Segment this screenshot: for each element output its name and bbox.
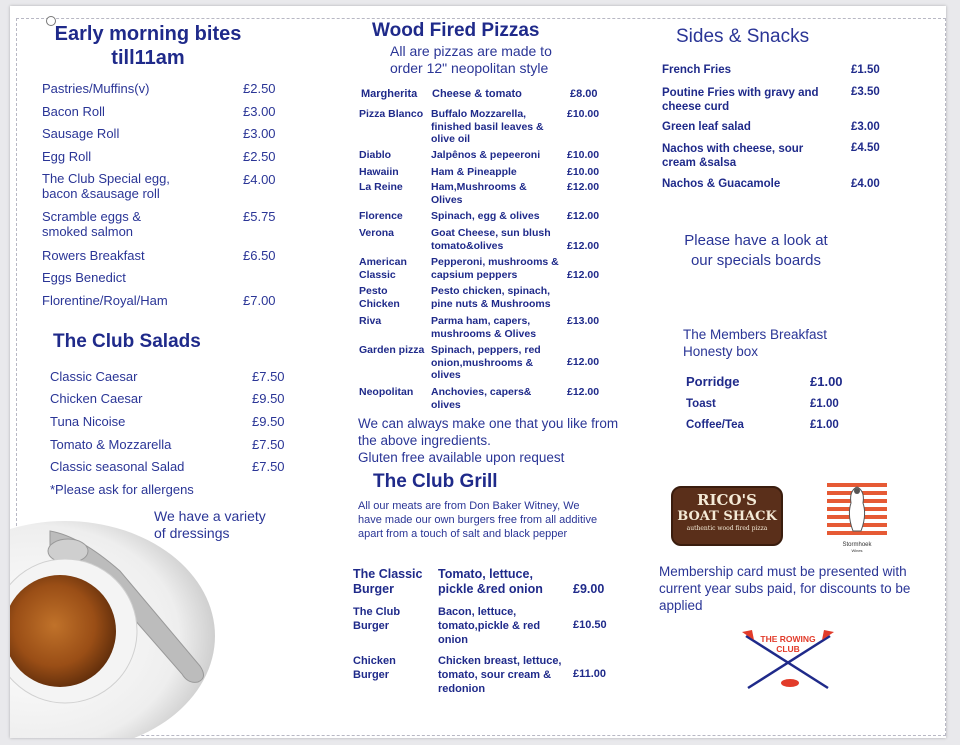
salad-item-name: Tuna Nicoise [50,414,126,429]
pizza-name: Pizza Blanco [359,108,424,120]
honesty-item-name: Porridge [686,374,740,389]
breakfast-item-price: £6.50 [243,248,276,263]
stormhoek-logo [827,481,887,553]
side-item-price: £3.50 [851,86,880,98]
breakfast-title-line1: Early morning bites [54,23,242,45]
salad-item-price: £7.50 [252,459,285,474]
ricos-boat-shack-logo [671,486,783,546]
grill-intro-line3: apart from a touch of salt and black pepper [358,528,568,540]
pizza-name: Hawaiin [359,166,399,178]
pizza-desc: Spinach, peppers, red onion,mushrooms & olives [431,344,541,381]
pizza-desc: Goat Cheese, sun blush tomato&olives [431,227,551,252]
pizza-price: £12.00 [567,386,600,398]
honesty-item-price: £1.00 [810,398,839,410]
membership-line3: applied [659,598,703,613]
burger-price: £10.50 [573,619,607,631]
breakfast-item-name: The Club Special egg, bacon &sausage roll [42,171,170,201]
menu-page [10,6,946,738]
burger-price: £11.00 [573,668,607,680]
pizza-name: Riva [359,315,382,327]
pizza-price: £12.00 [567,269,600,281]
rowing-club-logo [738,626,838,692]
dressings-line2: of dressings [154,525,230,541]
honesty-item-price: £1.00 [810,419,839,431]
breakfast-title [48,22,248,70]
breakfast-item-price: £2.50 [243,149,276,164]
pizza-desc: Pepperoni, mushrooms & capsium peppers [431,256,559,281]
side-item-name: Nachos & Guacamole [662,178,781,190]
honesty-item-name: Toast [686,398,716,410]
side-item-name: French Fries [662,64,732,76]
salad-item-price: £9.50 [252,391,285,406]
pizza-name: Diablo [359,149,392,161]
pizza-price: £8.00 [570,88,598,100]
specials-line2: our specials boards [690,252,822,269]
pizza-price: £12.00 [567,356,600,368]
pizza-name: Florence [359,210,403,222]
pizza-price: £12.00 [567,240,600,252]
side-item-name: Nachos with cheese, sour cream &salsa [662,143,804,169]
ricos-logo-line2: BOAT SHACK [677,509,777,524]
pizza-price: £12.00 [567,210,600,222]
rowing-club-line1: THE ROWING [760,634,816,644]
stormhoek-stripes-icon [827,481,887,537]
salad-item-price: £9.50 [252,414,285,429]
honesty-title-line1: The Members Breakfast [683,327,828,342]
specials-line1: Please have a look at [684,232,828,249]
pizzas-subtitle-line2: order 12" neopolitan style [390,60,549,76]
stormhoek-label: Stormhoek [842,542,872,548]
pizza-name: Garden pizza [359,344,425,356]
pizza-desc: Jalpênos & pepeeroni [431,149,541,161]
burger-name: Chicken Burger [353,655,396,681]
grill-intro-line1: All our meats are from Don Baker Witney, We [358,500,580,512]
rowing-club-line2: CLUB [776,644,800,654]
salad-item-name: Chicken Caesar [50,391,143,406]
pizzas-subtitle-line1: All are pizzas are made to [390,43,552,59]
burger-name: The Classic Burger [353,567,423,596]
pizza-desc: Anchovies, capers& olives [431,386,532,411]
pizza-price: £10.00 [567,149,600,161]
honesty-item-name: Coffee/Tea [686,419,744,431]
breakfast-item-price: £2.50 [243,81,276,96]
salad-item-price: £7.50 [252,369,285,384]
burger-desc: Chicken breast, lettuce, tomato, sour cream & redonion [438,655,562,695]
ricos-logo-tagline: authentic wood fired pizza [686,525,768,532]
salad-item-name: Classic seasonal Salad [50,459,185,474]
ricos-logo-line1: RICO'S [697,491,757,509]
pizza-desc: Parma ham, capers, mushrooms & Olives [431,315,537,340]
breakfast-item-name: Pastries/Muffins(v) [42,81,150,96]
specials-note [676,231,836,271]
pizza-desc: Ham & Pineapple [431,166,517,178]
breakfast-item-price: £3.00 [243,104,276,119]
side-item-price: £3.00 [851,121,880,133]
sides-title: Sides & Snacks [676,26,810,47]
pizza-price: £10.00 [567,108,600,120]
breakfast-item-price: £3.00 [243,126,276,141]
burger-desc: Bacon, lettuce, tomato,pickle & red onion [438,606,541,646]
pizza-note-line2: the above ingredients. [358,433,491,448]
pizza-name: American Classic [359,256,407,281]
breakfast-item-name: Florentine/Royal/Ham [42,293,168,308]
pizza-desc: Cheese & tomato [432,88,522,100]
side-item-name: Green leaf salad [662,121,751,133]
pizza-name: La Reine [359,181,403,193]
pizza-desc: Pesto chicken, spinach, pine nuts & Mushrooms [431,285,551,310]
grill-title: The Club Grill [373,471,498,492]
pizza-desc: Spinach, egg & olives [431,210,540,222]
membership-line2: current year subs paid, for discounts to be [659,581,911,596]
breakfast-item-name: Rowers Breakfast [42,248,145,263]
coffee-cup-image [10,476,220,738]
membership-line1: Membership card must be presented with [659,564,907,579]
salads-title: The Club Salads [53,331,201,352]
burger-name: The Club Burger [353,606,401,632]
burger-desc: Tomato, lettuce, pickle &red onion [438,567,543,596]
pizzas-subtitle [390,43,552,77]
pizza-name: Margherita [361,88,418,100]
breakfast-item-name: Sausage Roll [42,126,120,141]
pizza-note [358,415,618,466]
honesty-item-price: £1.00 [810,374,843,389]
pizza-price: £13.00 [567,315,600,327]
rowing-club-text [738,634,838,654]
grill-intro [358,499,597,541]
breakfast-item-price: £7.00 [243,293,276,308]
breakfast-item-price: £4.00 [243,172,276,187]
pizza-desc: Ham,Mushrooms & Olives [431,181,527,206]
breakfast-item-name: Scramble eggs & smoked salmon [42,209,141,239]
membership-note [659,563,910,614]
side-item-name: Poutine Fries with gravy and cheese curd [662,87,819,113]
pizzas-title: Wood Fired Pizzas [372,20,540,41]
side-item-price: £4.00 [851,178,880,190]
pizza-name: Pesto Chicken [359,285,400,310]
allergens-note: *Please ask for allergens [50,482,194,497]
honesty-title [683,326,827,360]
salad-item-name: Tomato & Mozzarella [50,437,172,452]
pizza-note-line1: We can always make one that you like from [358,416,619,431]
dressings-line1: We have a variety [154,508,266,524]
breakfast-item-name: Eggs Benedict [42,270,126,285]
pizza-note-line3: Gluten free available upon request [358,450,565,465]
breakfast-item-name: Bacon Roll [42,104,105,119]
breakfast-item-price: £5.75 [243,209,276,224]
grill-intro-line2: have made our own burgers free from all additive [358,514,598,526]
stormhoek-sublabel: Wines [851,548,863,553]
breakfast-item-name: Egg Roll [42,149,92,164]
pizza-price: £12.00 [567,181,600,193]
pizza-price: £10.00 [567,166,600,178]
pizza-desc: Buffalo Mozzarella, finished basil leaves & olive oil [431,108,544,145]
pizza-name: Neopolitan [359,386,414,398]
salad-item-name: Classic Caesar [50,369,138,384]
burger-price: £9.00 [573,582,605,596]
pizza-name: Verona [359,227,395,239]
breakfast-title-line2: till11am [111,47,185,69]
honesty-title-line2: Honesty box [683,344,759,359]
side-item-price: £4.50 [851,142,880,154]
salad-item-price: £7.50 [252,437,285,452]
side-item-price: £1.50 [851,64,880,76]
